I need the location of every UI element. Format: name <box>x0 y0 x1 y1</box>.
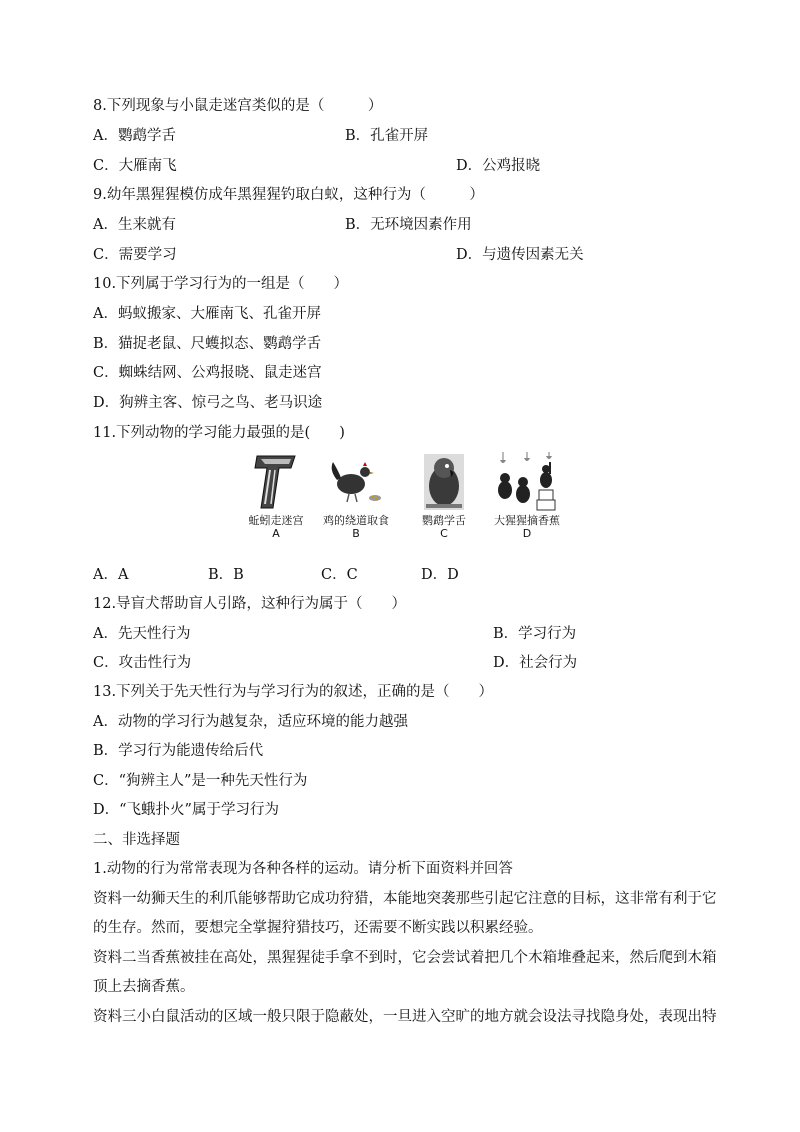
q9-option-a: A．生来就有 <box>93 217 176 233</box>
q10-option-a: A．蚂蚁搬家、大雁南飞、孔雀开屏 <box>93 306 321 322</box>
q11-figure-c-caption: 鹦鹉学舌 <box>422 514 466 527</box>
q8-option-c: C．大雁南飞 <box>93 158 177 174</box>
gorilla-bananas-illustration <box>493 452 561 512</box>
q11-figure-c-letter: C <box>440 527 448 540</box>
q9-option-b: B．无环境因素作用 <box>345 217 472 233</box>
q11-figure-b <box>316 452 396 540</box>
chicken-illustration <box>325 452 387 512</box>
q11-figure-b-letter: B <box>352 527 360 540</box>
q8-option-d: D．公鸡报晓 <box>456 158 541 174</box>
q12-option-b: B．学习行为 <box>493 626 577 642</box>
material-1-line-1: 资料一幼狮天生的利爪能够帮助它成功狩猎，本能地突袭那些引起它注意的目标，这非常有利于它 <box>93 891 717 907</box>
q12-option-d: D．社会行为 <box>493 655 578 671</box>
material-2-line-2: 顶上去摘香蕉。 <box>93 979 195 995</box>
q13-stem: 13.下列关于先天性行为与学习行为的叙述，正确的是（ ） <box>93 684 494 700</box>
q12-option-c: C．攻击性行为 <box>93 655 192 671</box>
q12-stem: 12.导盲犬帮助盲人引路，这种行为属于（ ） <box>93 596 407 612</box>
q13-option-b: B．学习行为能遗传给后代 <box>93 743 264 759</box>
q10-option-c: C．蜘蛛结网、公鸡报晓、鼠走迷宫 <box>93 365 322 381</box>
q12-option-a: A．先天性行为 <box>93 626 191 642</box>
section-heading: 二、非选择题 <box>93 832 180 848</box>
q10-option-d: D．狗辨主客、惊弓之鸟、老马识途 <box>93 395 323 411</box>
q11-figure-d-letter: D <box>522 527 532 540</box>
q11-figure-d <box>484 452 570 540</box>
q9-stem: 9.幼年黑猩猩模仿成年黑猩猩钓取白蚁，这种行为（ ） <box>93 187 484 203</box>
q13-option-a: A．动物的学习行为越复杂，适应环境的能力越强 <box>93 714 408 730</box>
parrot-illustration <box>422 452 466 512</box>
q9-option-d: D．与遗传因素无关 <box>456 247 584 263</box>
material-1-line-2: 的生存。然而，要想完全掌握狩猎技巧，还需要不断实践以积累经验。 <box>93 920 543 936</box>
q8-stem: 8.下列现象与小鼠走迷宫类似的是（ ） <box>93 98 383 114</box>
q11-figure-c <box>408 452 480 540</box>
material-2-line-1: 资料二当香蕉被挂在高处，黑猩猩徒手拿不到时，它会尝试着把几个木箱堆叠起来，然后爬到木箱 <box>93 950 717 966</box>
q11-option-b: B．B <box>208 567 244 583</box>
q8-option-a: A．鹦鹉学舌 <box>93 128 176 144</box>
q11-option-c: C．C <box>321 567 358 583</box>
q10-stem: 10.下列属于学习行为的一组是（ ） <box>93 276 349 292</box>
q9-option-c: C．需要学习 <box>93 247 177 263</box>
q11-figure-d-caption: 大猩猩摘香蕉 <box>494 514 560 527</box>
maze-illustration <box>253 452 299 512</box>
q8-option-b: B．孔雀开屏 <box>345 128 429 144</box>
material-3-line-1: 资料三小白鼠活动的区域一般只限于隐蔽处，一旦进入空旷的地方就会设法寻找隐身处，表现出特 <box>93 1009 717 1025</box>
section2-question-1: 1.动物的行为常常表现为各种各样的运动。请分析下面资料并回答 <box>93 861 513 877</box>
q11-option-a: A．A <box>93 567 129 583</box>
q11-figure-row <box>240 452 570 548</box>
q11-figure-a-letter: A <box>272 527 280 540</box>
q11-figure-a-caption: 蚯蚓走迷宫 <box>248 514 304 527</box>
q10-option-b: B．猫捉老鼠、尺蠖拟态、鹦鹉学舌 <box>93 336 322 352</box>
q11-option-d: D．D <box>421 567 459 583</box>
q11-stem: 11.下列动物的学习能力最强的是( ) <box>93 425 345 441</box>
q13-option-d: D．“飞蛾扑火”属于学习行为 <box>93 802 279 818</box>
q11-figure-b-caption: 鸡的绕道取食 <box>323 514 389 527</box>
q13-option-c: C．“狗辨主人”是一种先天性行为 <box>93 773 308 789</box>
q11-figure-a <box>240 452 312 540</box>
